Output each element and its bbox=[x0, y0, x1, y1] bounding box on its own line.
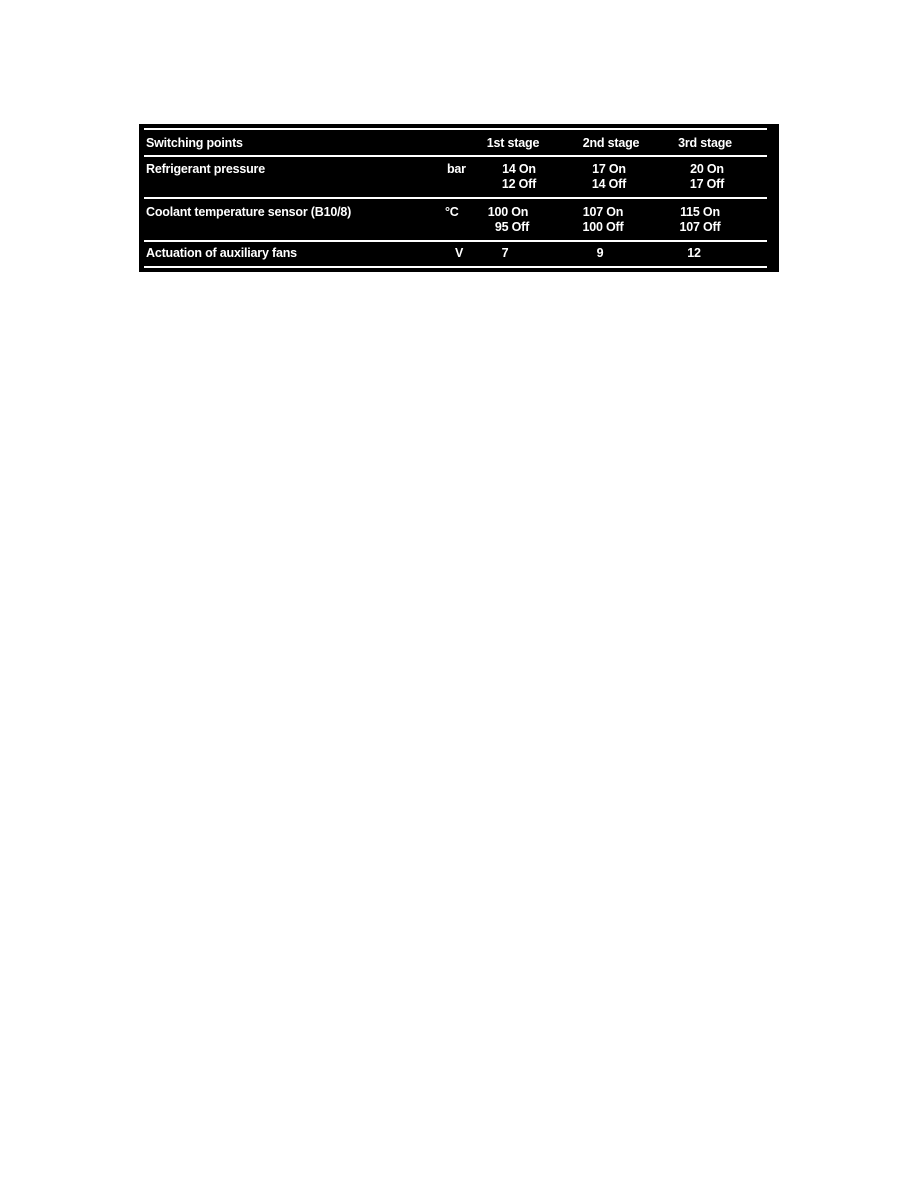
row-label-actuation-auxiliary-fans: Actuation of auxiliary fans bbox=[146, 246, 297, 260]
cell-value: 107 On bbox=[582, 205, 624, 219]
cell-value: 14 Off bbox=[591, 177, 627, 191]
switching-points-table bbox=[139, 124, 779, 272]
row-unit-celsius: °C bbox=[445, 205, 459, 219]
header-1st-stage: 1st stage bbox=[486, 136, 540, 150]
cell-value: 7 bbox=[501, 246, 509, 260]
cell-value: 17 Off bbox=[689, 177, 725, 191]
header-2nd-stage: 2nd stage bbox=[582, 136, 640, 150]
cell-value: 95 Off bbox=[494, 220, 530, 234]
cell-value: 107 Off bbox=[679, 220, 721, 234]
cell-value: 20 On bbox=[690, 162, 724, 176]
cell-value: 115 On bbox=[680, 205, 720, 219]
table-rule-row2 bbox=[144, 240, 767, 242]
table-rule-top bbox=[144, 128, 767, 130]
row-label-coolant-temperature-sensor: Coolant temperature sensor (B10/8) bbox=[146, 205, 352, 219]
header-switching-points: Switching points bbox=[146, 136, 243, 150]
table-rule-row1 bbox=[144, 197, 767, 199]
cell-value: 9 bbox=[596, 246, 604, 260]
table-rule-header bbox=[144, 155, 767, 157]
cell-value: 14 On bbox=[502, 162, 536, 176]
row-label-refrigerant-pressure: Refrigerant pressure bbox=[146, 162, 265, 176]
row-unit-volts: V bbox=[455, 246, 464, 260]
cell-value: 17 On bbox=[592, 162, 626, 176]
table-rule-bottom bbox=[144, 266, 767, 268]
cell-value: 12 bbox=[687, 246, 701, 260]
cell-value: 100 Off bbox=[582, 220, 624, 234]
cell-value: 100 On bbox=[487, 205, 529, 219]
row-unit-bar: bar bbox=[447, 162, 466, 176]
cell-value: 12 Off bbox=[501, 177, 537, 191]
header-3rd-stage: 3rd stage bbox=[678, 136, 732, 150]
